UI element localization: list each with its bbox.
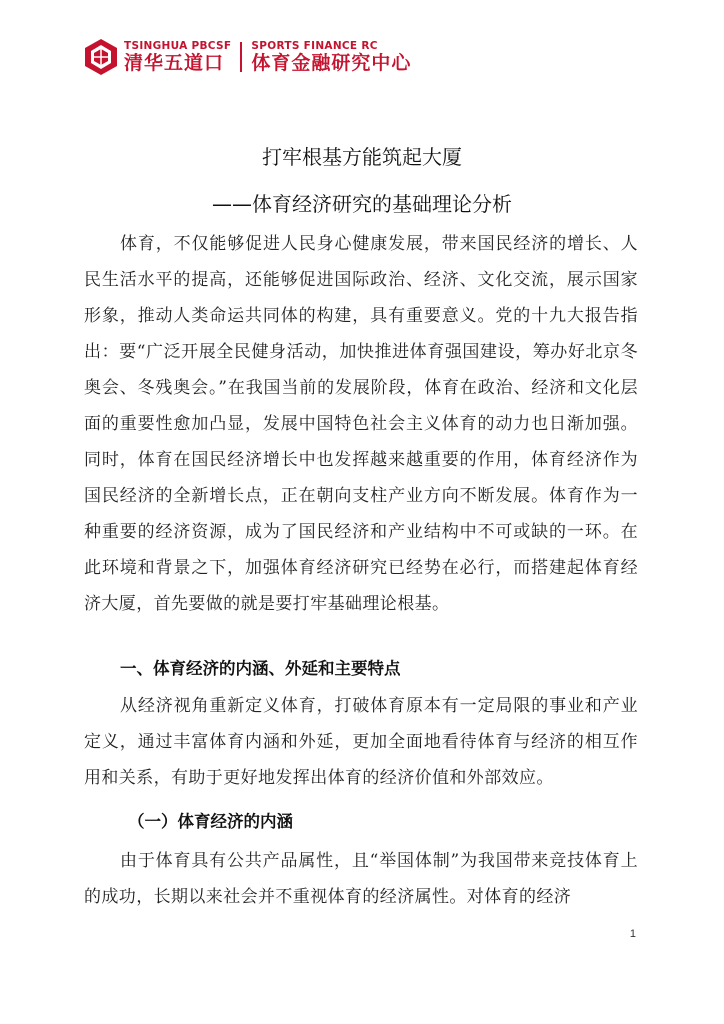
section-heading-1: 一、体育经济的内涵、外延和主要特点: [120, 659, 401, 678]
section-1-paragraph: 从经济视角重新定义体育，打破体育原本有一定局限的事业和产业定义，通过丰富体育内涵和外延，更加全面地看待体育与经济的相互作用和关系，有助于更好地发挥出体育的经济价值和外部效应。: [84, 696, 638, 788]
brand-right: [251, 41, 411, 74]
subsection-1-1-paragraph: 由于体育具有公共产品属性，且“举国体制”为我国带来竞技体育上的成功，长期以来社会并不重视体育的经济属性。对体育的经济: [84, 851, 638, 907]
intro-paragraph: 体育，不仅能够促进人民身心健康发展，带来国民经济的增长、人民生活水平的提高，还能够促进国际政治、经济、文化交流，展示国家形象，推动人类命运共同体的构建，具有重要意义。党的十九大报告指出：要“广泛开展全民健身活动，加快推进体育强国建设，筹办好北京冬奥会、冬残奥会。”在我国当前的发展阶段，体育在政治、经济和文化层面的重要性愈加凸显，发展中国特色社会主义体育的动力也日渐加强。同时，体育在国民经济增长中也发挥越来越重要的作用，体育经济作为国民经济的全新增长点，正在朝向支柱产业方向不断发展。体育作为一种重要的经济资源，成为了国民经济和产业结构中不可或缺的一环。在此环境和背景之下，加强体育经济研究已经势在必行，而搭建起体育经济大厦，首先要做的就是要打牢基础理论根基。: [84, 234, 638, 614]
tsinghua-logo-icon: [84, 38, 118, 76]
page-number: 1: [629, 928, 636, 940]
brand-right-cn: 体育金融研究中心: [251, 52, 412, 75]
page-header: [84, 36, 411, 78]
brand-divider: [240, 42, 242, 72]
brand-left: [124, 41, 231, 74]
brand-left-cn: 清华五道口: [124, 52, 225, 75]
brand-right-en: SPORTS FINANCE RC: [251, 39, 378, 52]
brand-left-en: TSINGHUA PBCSF: [124, 39, 232, 52]
document-subtitle: ——体育经济研究的基础理论分析: [212, 192, 512, 216]
subsection-heading-1-1: （一）体育经济的内涵: [128, 812, 293, 831]
document-title: 打牢根基方能筑起大厦: [262, 145, 462, 169]
